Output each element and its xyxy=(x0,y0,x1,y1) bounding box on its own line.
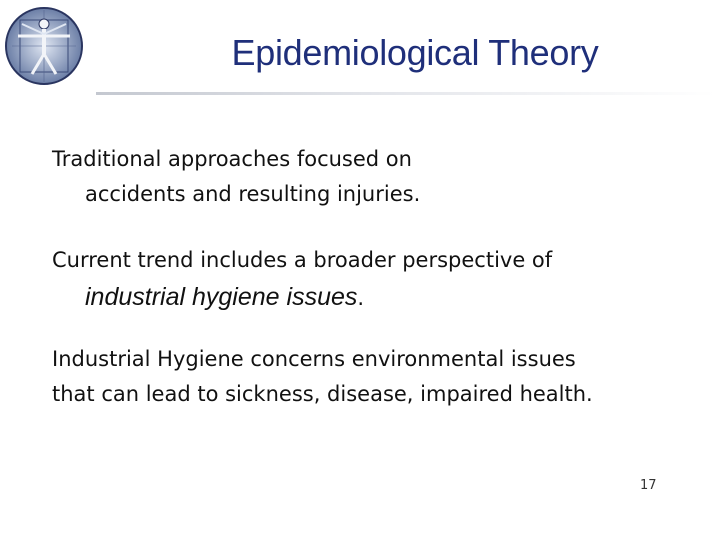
paragraph-2-tail: . xyxy=(357,286,365,310)
italic-phrase: industrial hygiene issues xyxy=(85,283,358,311)
paragraph-1-line-2: accidents and resulting injuries. xyxy=(85,182,421,206)
paragraph-1-line-1: Traditional approaches focused on xyxy=(52,147,412,171)
title-divider xyxy=(96,92,716,95)
paragraph-2-line-2 xyxy=(52,280,552,316)
page-title: Epidemiological Theory xyxy=(231,32,599,73)
paragraph-3-line-1: Industrial Hygiene concerns environmental issues xyxy=(52,347,576,371)
page-number: 17 xyxy=(640,478,657,493)
vitruvian-man-icon xyxy=(4,6,84,86)
paragraph-2-line-1: Current trend includes a broader perspective of xyxy=(52,248,553,272)
paragraph-3-line-2: that can lead to sickness, disease, impaired health. xyxy=(52,382,593,406)
paragraph-1 xyxy=(52,142,420,212)
paragraph-2 xyxy=(52,243,552,316)
paragraph-3 xyxy=(52,342,593,412)
